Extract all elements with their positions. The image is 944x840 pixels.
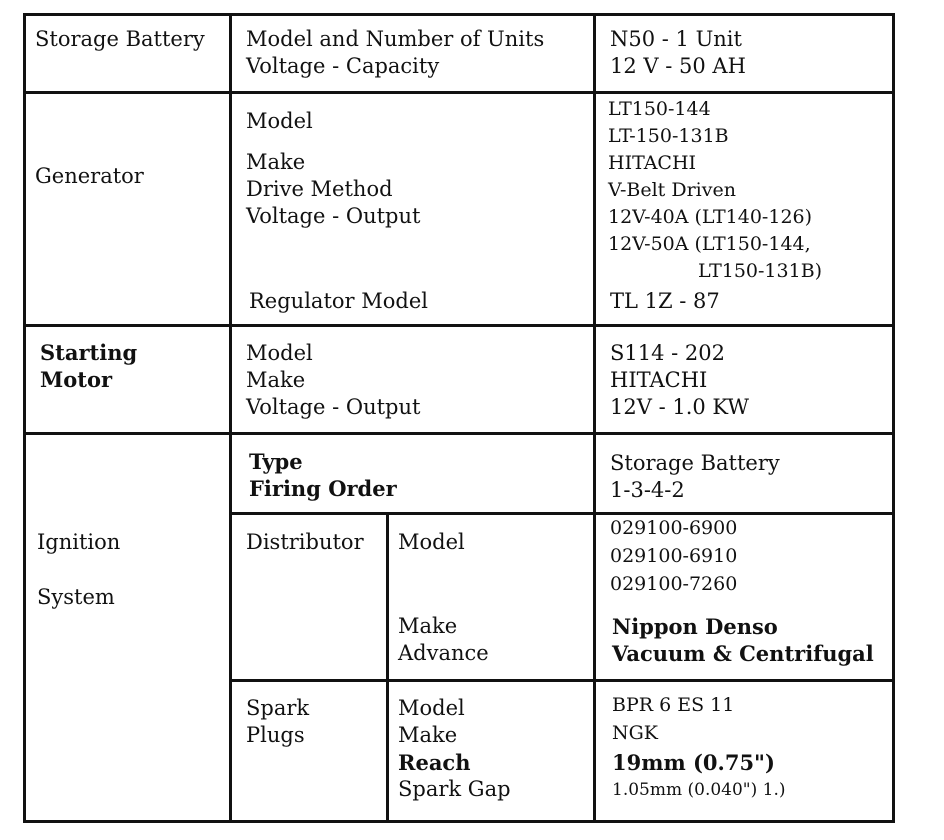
battery-value-model-units: N50 - 1 Unit [610,27,742,51]
spark-plugs-value-model: BPR 6 ES 11 [612,694,735,716]
starter-label-make: Make [246,368,306,392]
distributor-label-advance: Advance [398,641,489,665]
section-storage-battery: Storage Battery [35,27,205,51]
row-divider-battery-generator [23,91,895,94]
column-divider-2 [593,13,596,823]
spark-plugs-label-line2: Plugs [246,723,305,747]
distributor-value-model-1: 029100-6900 [610,517,738,539]
generator-value-output-3: LT150-131B) [698,260,823,282]
starter-label-model: Model [246,341,313,365]
spark-plugs-label-gap: Spark Gap [398,777,511,801]
starter-value-voltage-output: 12V - 1.0 KW [610,395,749,419]
section-generator: Generator [35,164,144,188]
section-ignition-line1: Ignition [37,530,121,554]
spark-plugs-label-line1: Spark [246,696,310,720]
battery-value-voltage-capacity: 12 V - 50 AH [610,54,746,78]
spark-plugs-label-reach: Reach [398,750,471,775]
distributor-label: Distributor [246,530,364,554]
generator-label-model: Model [246,109,313,133]
column-divider-sub [386,514,389,823]
generator-label-regulator-model: Regulator Model [249,289,428,313]
generator-label-make: Make [246,150,306,174]
ignition-value-type: Storage Battery [610,451,780,475]
section-starting-motor-line2: Motor [40,367,113,392]
battery-label-voltage-capacity: Voltage - Capacity [246,54,440,78]
distributor-value-model-2: 029100-6910 [610,545,738,567]
distributor-label-make: Make [398,614,458,638]
row-divider-distributor-sparkplugs [231,679,895,682]
generator-value-model-2: LT-150-131B [608,125,729,147]
spark-plugs-value-reach: 19mm (0.75") [612,750,775,775]
generator-value-drive-method: V-Belt Driven [608,179,736,201]
spark-plugs-label-model: Model [398,696,465,720]
starter-value-make: HITACHI [610,368,708,392]
row-divider-type-distributor [231,512,895,515]
starter-value-model: S114 - 202 [610,341,725,365]
starter-label-voltage-output: Voltage - Output [246,395,421,419]
ignition-value-firing-order: 1-3-4-2 [610,478,685,502]
generator-value-model-1: LT150-144 [608,98,711,120]
spark-plugs-value-gap: 1.05mm (0.040") 1.) [612,780,786,800]
battery-label-model-units: Model and Number of Units [246,27,545,51]
spark-plugs-label-make: Make [398,723,458,747]
generator-value-output-1: 12V-40A (LT140-126) [608,206,813,228]
distributor-value-model-3: 029100-7260 [610,573,738,595]
row-divider-starter-ignition [23,432,895,435]
generator-value-regulator-model: TL 1Z - 87 [610,289,720,313]
section-starting-motor-line1: Starting [40,340,138,365]
generator-value-output-2: 12V-50A (LT150-144, [608,233,811,255]
column-divider-1 [229,13,232,823]
ignition-label-firing-order: Firing Order [249,476,397,501]
generator-value-make: HITACHI [608,152,697,174]
distributor-value-make: Nippon Denso [612,614,778,639]
distributor-label-model: Model [398,530,465,554]
section-ignition-line2: System [37,585,115,609]
distributor-value-advance: Vacuum & Centrifugal [612,641,874,666]
row-divider-generator-starter [23,324,895,327]
generator-label-drive-method: Drive Method [246,177,393,201]
generator-label-voltage-output: Voltage - Output [246,204,421,228]
spark-plugs-value-make: NGK [612,722,658,744]
ignition-label-type: Type [249,449,303,474]
